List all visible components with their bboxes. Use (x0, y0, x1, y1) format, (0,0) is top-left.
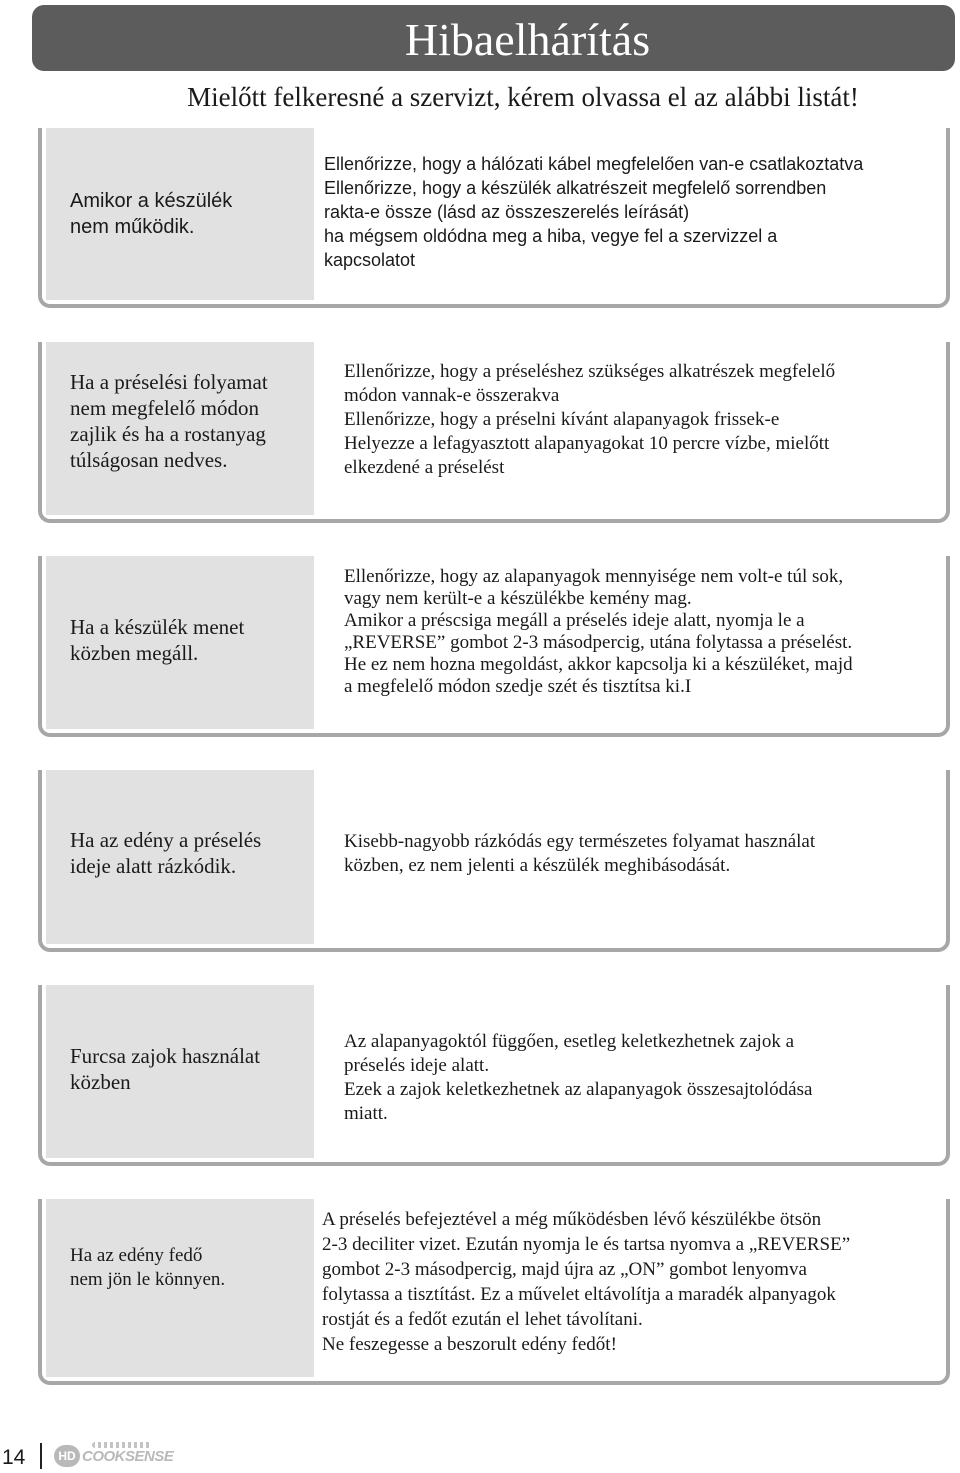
title-bar (32, 5, 955, 71)
problem-line: túlságosan nedves. (70, 448, 228, 472)
solution-line: ha mégsem oldódna meg a hiba, vegye fel a szervizzel a (324, 226, 778, 246)
solution-line: Amikor a préscsiga megáll a préselés ideje alatt, nyomja le a (344, 610, 805, 631)
solution-line: módon vannak-e összerakva (344, 385, 560, 406)
solution-line: Ellenőrizze, hogy az alapanyagok mennyisége nem volt-e túl sok, (344, 566, 844, 587)
problem-cell (46, 128, 314, 300)
solution-text (322, 1207, 926, 1357)
problem-cell (46, 770, 314, 944)
problem-text (70, 1244, 306, 1292)
problem-cell (46, 985, 314, 1158)
problem-line: nem működik. (70, 216, 195, 238)
problem-text (70, 188, 306, 240)
problem-text (70, 614, 306, 666)
solution-line: elkezdené a préselést (344, 457, 505, 478)
solution-line: kapcsolatot (324, 250, 416, 270)
solution-text (344, 830, 926, 878)
problem-line: Ha az edény fedő (70, 1245, 203, 1266)
solution-text (344, 566, 926, 698)
solution-line: Ezek a zajok keletkezhetnek az alapanyagok összesajtolódása (344, 1079, 813, 1100)
logo-badge: HD (54, 1445, 80, 1467)
solution-line: He ez nem hozna megoldást, akkor kapcsolja ki a készüléket, majd (344, 654, 853, 675)
troubleshooting-row (38, 770, 950, 952)
solution-text (344, 360, 926, 480)
solution-line: közben, ez nem jelenti a készülék meghibásodását. (344, 855, 731, 876)
problem-line: zajlik és ha a rostanyag (70, 422, 266, 446)
solution-text (324, 152, 926, 272)
problem-line: Ha a készülék menet (70, 615, 245, 639)
solution-line: Ellenőrizze, hogy a hálózati kábel megfelelően van-e csatlakoztatva (324, 154, 864, 174)
solution-text (344, 1030, 926, 1126)
troubleshooting-row (38, 342, 950, 523)
solution-line: rostját és a fedőt ezután el lehet távolítani. (322, 1309, 643, 1330)
problem-cell (46, 342, 314, 515)
solution-line: gombot 2-3 másodpercig, majd újra az „ON” gombot lenyomva (322, 1259, 807, 1280)
problem-line: nem jön le könnyen. (70, 1269, 226, 1290)
solution-line: rakta-e össze (lásd az összeszerelés leírását) (324, 202, 690, 222)
page-subtitle: Mielőtt felkeresné a szervizt, kérem olvassa el az alábbi listát! (187, 82, 859, 112)
problem-cell (46, 556, 314, 729)
solution-line: miatt. (344, 1103, 388, 1124)
solution-line: Ellenőrizze, hogy a préseléshez szükséges alkatrészek megfelelő (344, 361, 836, 382)
problem-line: közben megáll. (70, 641, 199, 665)
problem-line: nem megfelelő módon (70, 396, 259, 420)
problem-text (70, 1043, 306, 1095)
solution-line: folytassa a tisztítást. Ez a művelet eltávolítja a maradék alpanyagok (322, 1284, 836, 1305)
problem-text (70, 827, 306, 879)
troubleshooting-row (38, 1199, 950, 1385)
problem-line: Ha az edény a préselés (70, 828, 262, 852)
troubleshooting-row (38, 985, 950, 1166)
problem-line: Ha a préselési folyamat (70, 370, 268, 394)
solution-line: A préselés befejeztével a még működésben lévő készülékbe ötsön (322, 1209, 822, 1230)
troubleshooting-row (38, 556, 950, 737)
problem-line: ideje alatt rázkódik. (70, 854, 237, 878)
brand-logo (54, 1442, 174, 1470)
page-number: 14 (2, 1446, 26, 1469)
solution-line: a megfelelő módon szedje szét és tisztítsa ki.I (344, 676, 692, 697)
solution-line: Helyezze a lefagyasztott alapanyagokat 10 percre vízbe, mielőtt (344, 433, 830, 454)
problem-cell (46, 1199, 314, 1377)
solution-line: Az alapanyagoktól függően, esetleg keletkezhetnek zajok a (344, 1031, 794, 1052)
solution-line: préselés ideje alatt. (344, 1055, 490, 1076)
page-title: Hibaelhárítás (404, 14, 651, 65)
problem-line: Furcsa zajok használat (70, 1044, 261, 1068)
troubleshooting-row (38, 128, 950, 308)
problem-text (70, 369, 306, 473)
solution-line: Ellenőrizze, hogy a készülék alkatrészeit megfelelő sorrendben (324, 178, 827, 198)
solution-line: 2-3 deciliter vizet. Ezután nyomja le és tartsa nyomva a „REVERSE” (322, 1234, 851, 1255)
footer-divider (40, 1443, 42, 1469)
logo-wordmark: COOKSENSE (82, 1448, 174, 1465)
solution-line: Ellenőrizze, hogy a préselni kívánt alapanyagok frissek-e (344, 409, 780, 430)
solution-line: vagy nem került-e a készülékbe kemény mag. (344, 588, 692, 609)
solution-line: „REVERSE” gombot 2-3 másodpercig, utána folytassa a préselést. (344, 632, 853, 653)
solution-line: Ne feszegesse a beszorult edény fedőt! (322, 1334, 617, 1355)
problem-line: Amikor a készülék (70, 190, 233, 212)
solution-line: Kisebb-nagyobb rázkódás egy természetes folyamat használat (344, 831, 816, 852)
problem-line: közben (70, 1070, 131, 1094)
